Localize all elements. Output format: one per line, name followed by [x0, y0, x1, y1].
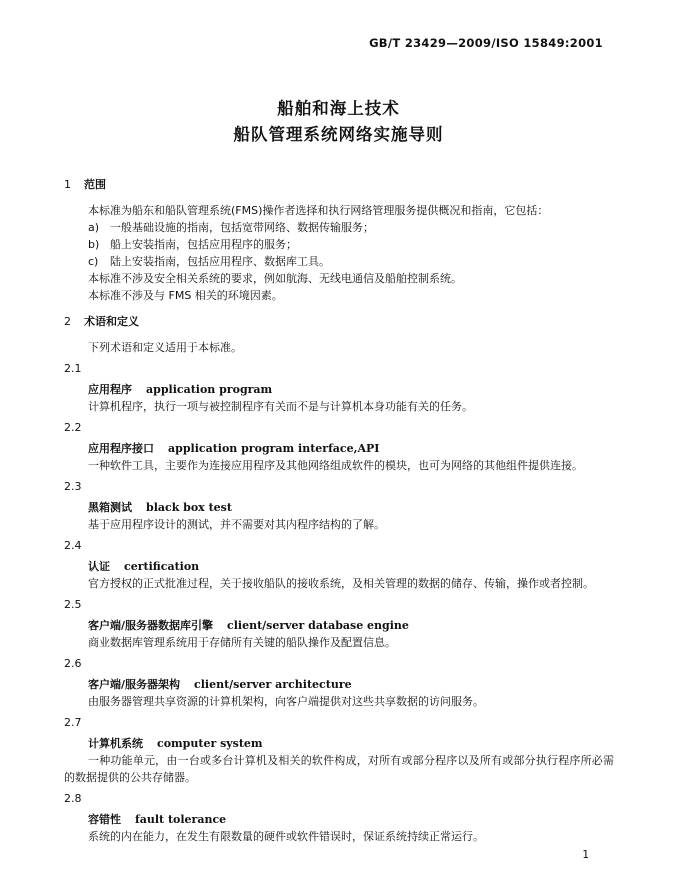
term-number: 2.4 [64, 539, 82, 552]
term-entry [64, 419, 614, 474]
scope-note: 本标准不涉及与 FMS 相关的环境因素。 [88, 289, 283, 302]
term-definition: 官方授权的正式批准过程，关于接收船队的接收系统，及相关管理的数据的储存、传输，操作或者控制。 [88, 577, 594, 590]
list-marker: a) [88, 221, 100, 234]
section-scope-heading [64, 176, 614, 193]
list-item [64, 253, 614, 270]
term-zh: 应用程序接口 [88, 442, 154, 455]
terms-intro: 下列术语和定义适用于本标准。 [88, 341, 242, 354]
page-number: 1 [582, 849, 589, 861]
term-zh: 黑箱测试 [88, 501, 132, 514]
list-text: 一般基础设施的指南，包括宽带网络、数据传输服务； [110, 221, 374, 234]
scope-intro: 本标准为船东和船队管理系统(FMS)操作者选择和执行网络管理服务提供概况和指南，它包括： [88, 204, 549, 217]
term-en: application program interface,API [168, 442, 380, 455]
term-definition: 计算机程序，执行一项与被控制程序有关而不是与计算机本身功能有关的任务。 [88, 400, 473, 413]
term-zh: 认证 [88, 560, 110, 573]
term-number: 2.2 [64, 421, 82, 434]
scope-note: 本标准不涉及安全相关系统的要求，例如航海、无线电通信及船舶控制系统。 [88, 272, 462, 285]
term-zh: 计算机系统 [88, 737, 143, 750]
term-entry [64, 790, 614, 845]
term-en: client/server architecture [194, 678, 352, 691]
document-title-line1: 船舶和海上技术 [277, 99, 400, 118]
term-name [64, 499, 614, 516]
standard-code: GB/T 23429—2009/ISO 15849:2001 [369, 36, 603, 50]
term-en: fault tolerance [135, 813, 227, 826]
term-entry [64, 478, 614, 533]
term-zh: 应用程序 [88, 383, 132, 396]
term-zh: 客户端/服务器数据库引擎 [88, 619, 214, 632]
term-en: computer system [157, 737, 263, 750]
term-name [64, 811, 614, 828]
term-number: 2.3 [64, 480, 82, 493]
section-number: 2 [64, 315, 71, 328]
section-title: 范围 [84, 178, 106, 191]
list-text: 陆上安装指南，包括应用程序、数据库工具。 [110, 255, 330, 268]
section-title: 术语和定义 [84, 315, 139, 328]
list-marker: b) [88, 238, 100, 251]
section-number: 1 [64, 178, 71, 191]
list-marker: c) [88, 255, 99, 268]
term-entry [64, 537, 614, 592]
term-definition: 一种软件工具，主要作为连接应用程序及其他网络组成软件的模块，也可为网络的其他组件提供连接。 [88, 459, 583, 472]
term-en: client/server database engine [227, 619, 409, 632]
term-entry [64, 714, 614, 786]
term-name [64, 440, 614, 457]
term-entry [64, 596, 614, 651]
term-en: certification [124, 560, 200, 573]
term-name [64, 558, 614, 575]
term-en: application program [146, 383, 273, 396]
term-entry [64, 360, 614, 415]
term-name [64, 735, 614, 752]
section-terms-heading [64, 313, 614, 330]
term-definition: 商业数据库管理系统用于存储所有关键的船队操作及配置信息。 [88, 636, 396, 649]
term-number: 2.1 [64, 362, 82, 375]
term-definition: 系统的内在能力，在发生有限数量的硬件或软件错误时，保证系统持续正常运行。 [88, 830, 484, 843]
term-definition: 基于应用程序设计的测试，并不需要对其内程序结构的了解。 [88, 518, 385, 531]
document-body [64, 176, 614, 845]
list-item [64, 219, 614, 236]
term-name [64, 676, 614, 693]
list-item [64, 236, 614, 253]
term-number: 2.5 [64, 598, 82, 611]
term-zh: 客户端/服务器架构 [88, 678, 181, 691]
term-number: 2.7 [64, 716, 82, 729]
term-name [64, 617, 614, 634]
term-definition: 一种功能单元，由一台或多台计算机及相关的软件构成，对所有或部分程序以及所有或部分执行程序所必需的数据提供的公共存储器。 [64, 754, 614, 784]
term-zh: 容错性 [88, 813, 121, 826]
term-number: 2.8 [64, 792, 82, 805]
document-title-line2: 船队管理系统网络实施导则 [233, 125, 444, 144]
term-name [64, 381, 614, 398]
term-number: 2.6 [64, 657, 82, 670]
term-en: black box test [146, 501, 232, 514]
term-definition: 由服务器管理共享资源的计算机架构，向客户端提供对这些共享数据的访问服务。 [88, 695, 484, 708]
list-text: 船上安装指南，包括应用程序的服务； [110, 238, 297, 251]
term-entry [64, 655, 614, 710]
